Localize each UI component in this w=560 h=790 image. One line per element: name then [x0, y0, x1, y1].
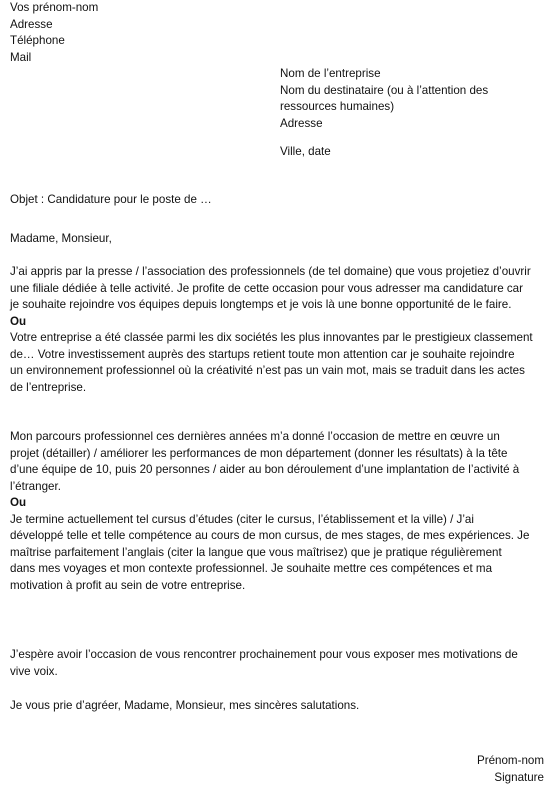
paragraph-3-line: vive voix. [10, 664, 58, 678]
paragraph-2-alt-line: Je termine actuellement tel cursus d’études (citer le cursus, l’établissement et la ville) / J’ai [10, 512, 474, 526]
place-date-text: Ville, date [280, 145, 331, 158]
subject-line [10, 192, 212, 209]
signature-label: Signature [494, 770, 544, 784]
paragraph-2-line: l’étranger. [10, 479, 61, 493]
paragraph-2-alt-line: motivation à profit au sein de votre entreprise. [10, 578, 246, 592]
subject-text: Objet : Candidature pour le poste de … [10, 193, 212, 206]
paragraph-2-alt-line: maîtrise parfaitement l’anglais (citer la langue que vous maîtrisez) que je pratique régulièrement [10, 545, 502, 559]
paragraph-2-or-label: Ou [10, 496, 27, 509]
closing-formula [10, 698, 550, 715]
paragraph-1-line: J’ai appris par la presse / l’association des professionnels (de tel domaine) que vous projetiez d’ouvrir [10, 265, 531, 278]
paragraph-2-alt-line: développé telle et telle compétence au cours de mon cursus, de mes stages, de mes expériences. Je [10, 529, 530, 542]
sender-mail: Mail [10, 50, 32, 64]
recipient-contact-line1: Nom du destinataire (ou à l’attention des [280, 83, 489, 97]
paragraph-1-alt-line: un environnement professionnel où la créativité n’est pas un vain mot, mais se traduit dans les actes [10, 364, 525, 377]
sender-name: Vos prénom-nom [10, 1, 99, 14]
signature-name: Prénom-nom [476, 754, 544, 767]
paragraph-1-alt-line: de… Votre investissement auprès des startups retient toute mon attention car je souhaite rejoindre [10, 347, 515, 361]
paragraph-2-line: projet (détailler) / améliorer les performances de mon département (donner les résultats) à la tête [10, 446, 508, 460]
recipient-contact-line2: ressources humaines) [280, 100, 395, 113]
paragraph-1-alt-line: Votre entreprise a été classée parmi les dix sociétés les plus innovantes par le prestigieux classement [10, 331, 533, 344]
paragraph-1-line: une filiale dédiée à telle activité. Je profite de cette occasion pour vous adresser ma candidature car [10, 281, 523, 295]
paragraph-1-line: je souhaite rejoindre vos équipes depuis longtemps et je vois là une bonne opportunité de le faire. [10, 298, 512, 311]
paragraph-1-alt-line: de l’entreprise. [10, 380, 87, 394]
paragraph-1-or-label: Ou [10, 314, 27, 328]
paragraph-2-line: Mon parcours professionnel ces dernières années m’a donné l’occasion de mettre en œuvre un [10, 430, 500, 443]
paragraph-2 [10, 429, 550, 594]
sender-phone: Téléphone [10, 34, 65, 47]
recipient-block [280, 66, 488, 132]
paragraph-2-alt-line: dans mes voyages et mon contexte professionnel. Je souhaite mettre ces compétences et ma [10, 562, 493, 575]
paragraph-3-line: J’espère avoir l’occasion de vous rencontrer prochainement pour vous exposer mes motivations de [10, 648, 518, 661]
salutation [10, 231, 112, 248]
paragraph-3 [10, 647, 550, 680]
sender-address: Adresse [10, 17, 53, 31]
paragraph-2-line: d’une équipe de 10, puis 20 personnes / aider au bon déroulement d’une implantation de l’activité à [10, 463, 520, 476]
recipient-company: Nom de l’entreprise [280, 67, 381, 80]
place-date [280, 144, 331, 161]
paragraph-1 [10, 264, 550, 396]
sender-block [10, 0, 98, 66]
recipient-address: Adresse [280, 116, 323, 130]
closing-text: Je vous prie d’agréer, Madame, Monsieur, mes sincères salutations. [10, 699, 360, 712]
signature-block [477, 753, 544, 786]
salutation-text: Madame, Monsieur, [10, 232, 112, 245]
